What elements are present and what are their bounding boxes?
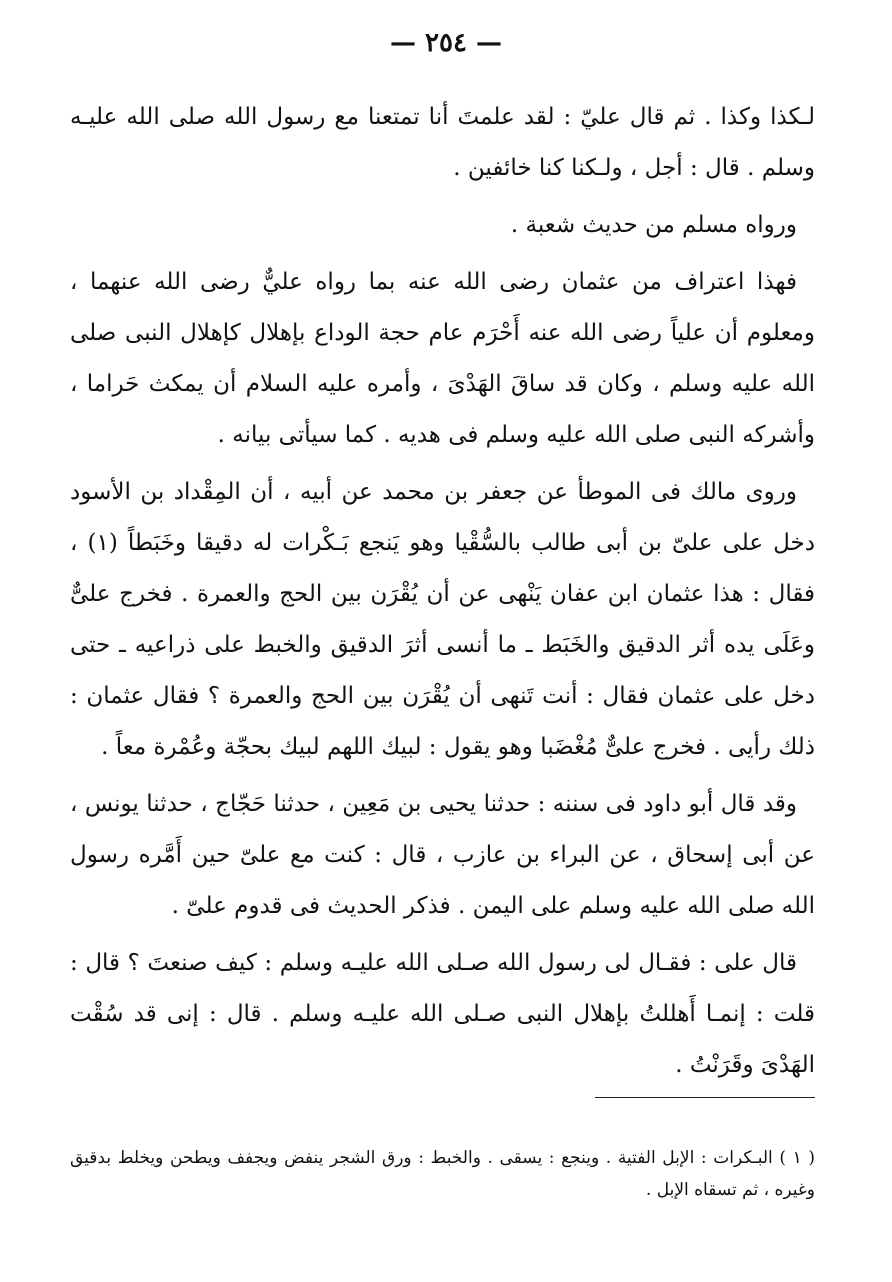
- paragraph: وقد قال أبو داود فى سننه : حدثنا يحيى بن مَعِين ، حدثنا حَجّاج ، حدثنا يونس ، عن أبى إسحاق ، عن البراء بن عازب ، قال : كنت مع علىّ حين أَمَّره رسول الله صلى الله عليه وسلم على اليمن . فذكر الحديث فى قدوم علىّ .: [70, 791, 815, 919]
- main-text: [70, 92, 815, 1097]
- paragraph: قال على : فقـال لى رسول الله صـلى الله عليـه وسلم : كيف صنعتَ ؟ قال : قلت : إنمـا أَهللتُ بإهلال النبى صـلى الله عليـه وسلم . قال : إنى قد سُقْت الهَدْىَ وقَرَنْتُ .: [70, 950, 815, 1078]
- paragraph: فهذا اعتراف من عثمان رضى الله عنه بما رواه عليٌّ رضى الله عنهما ، ومعلوم أن علياً رضى الله عنه أَحْرَم عام حجة الوداع بإهلال كإهلال النبى صلى الله عليه وسلم ، وكان قد ساقَ الهَدْىَ ، وأمره عليه السلام أن يمكث حَراما ، وأشركه النبى صلى الله عليه وسلم فى هديه . كما سيأتى بيانه .: [70, 269, 815, 448]
- footnote-divider: [595, 1097, 815, 1098]
- footnote: ( ١ ) البـكرات : الإبل الفتية . وينجع : يسقى . والخبط : ورق الشجر ينفض ويجفف ويطحن ويخلط بدقيق وغيره ، ثم تسقاه الإبل .: [70, 1148, 815, 1200]
- paragraph: ورواه مسلم من حديث شعبة .: [510, 212, 797, 238]
- paragraph: وروى مالك فى الموطأ عن جعفر بن محمد عن أبيه ، أن المِقْداد بن الأسود دخل على علىّ بن أبى طالب بالسُّقْيا وهو يَنجع بَـكْرات له دقيقا وخَبَطاً (١) ، فقال : هذا عثمان ابن عفان يَنْهى عن أن يُقْرَن بين الحج والعمرة . فخرج علىٌّ وعَلَى يده أثر الدقيق والخَبَط ـ ما أنسى أثرَ الدقيق والخبط على ذراعيه ـ حتى دخل على عثمان فقال : أنت تَنهى أن يُقْرَن بين الحج والعمرة ؟ فقال عثمان : ذلك رأيى . فخرج علىٌّ مُغْضَبا وهو يقول : لبيك اللهم لبيك بحجّة وعُمْرة معاً .: [70, 479, 815, 760]
- paragraph: لـكذا وكذا . ثم قال عليّ : لقد علمتَ أنا تمتعنا مع رسول الله صلى الله عليـه وسلم . قال : أجل ، ولـكنا كنا خائفين .: [70, 104, 815, 181]
- page-number: — ٢٥٤ —: [389, 28, 503, 58]
